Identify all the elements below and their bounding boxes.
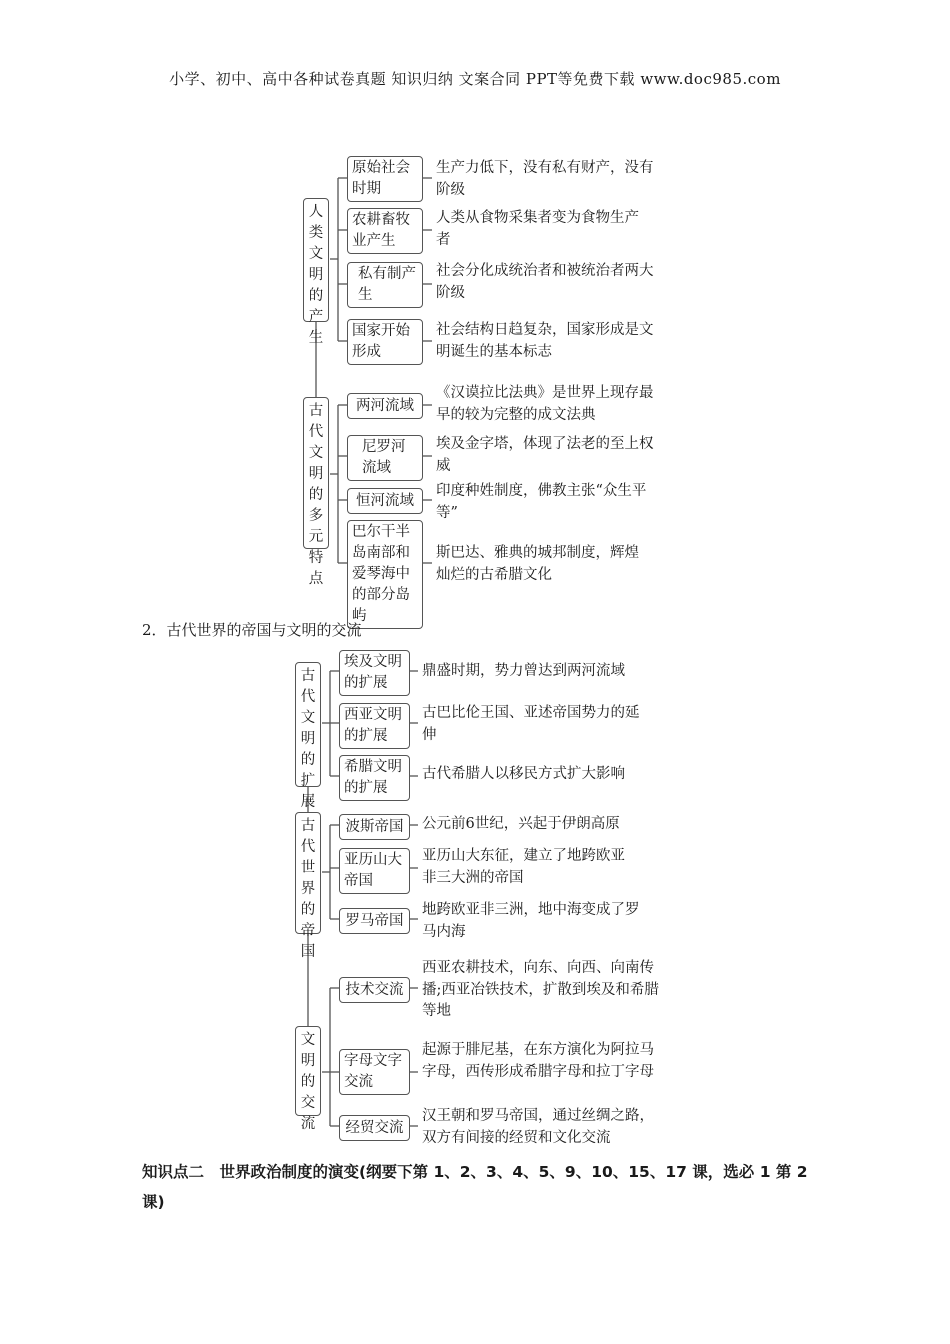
node-private-ownership: 私有制产生 (347, 262, 423, 308)
node-primitive-society: 原始社会时期 (347, 156, 423, 202)
desc-alphabet-exchange: 起源于腓尼基，在东方演化为阿拉马字母，西传形成希腊字母和拉丁字母 (422, 1042, 654, 1080)
node-persian-empire: 波斯帝国 (339, 814, 410, 840)
desc-alexander-empire: 亚历山大东征，建立了地跨欧亚非三大洲的帝国 (422, 848, 625, 886)
group-label-exchange: 文明的交流 (295, 1026, 321, 1116)
page-header: 小学、初中、高中各种试卷真题 知识归纳 文案合同 PPT等免费下载 www.doc985.com (169, 70, 781, 88)
section-2-title: 2．古代世界的帝国与文明的交流 (142, 621, 362, 639)
desc-agriculture: 人类从食物采集者变为食物生产者 (436, 210, 639, 248)
node-greek-expansion: 希腊文明的扩展 (339, 755, 410, 801)
node-alphabet-exchange: 字母文字交流 (339, 1049, 410, 1095)
desc-persian-empire: 公元前6世纪，兴起于伊朗高原 (422, 816, 620, 832)
desc-roman-empire: 地跨欧亚非三洲，地中海变成了罗马内海 (422, 902, 640, 940)
node-trade-exchange: 经贸交流 (339, 1115, 410, 1141)
node-agriculture: 农耕畜牧业产生 (347, 208, 423, 254)
group-label-ancient-diversity: 古代文明的多元特点 (303, 397, 329, 549)
desc-trade-exchange: 汉王朝和罗马帝国，通过丝绸之路，双方有间接的经贸和文化交流 (422, 1108, 654, 1146)
desc-egypt-expansion: 鼎盛时期，势力曾达到两河流域 (422, 663, 625, 679)
node-egypt-expansion: 埃及文明的扩展 (339, 650, 410, 696)
node-west-asia-expansion: 西亚文明的扩展 (339, 703, 410, 749)
desc-nile: 埃及金字塔，体现了法老的至上权威 (436, 436, 654, 474)
node-technology-exchange: 技术交流 (339, 977, 410, 1003)
node-roman-empire-box: 罗马帝国 (339, 908, 410, 934)
node-balkan: 巴尔干半岛南部和爱琴海中的部分岛屿 (347, 520, 423, 629)
desc-greek-expansion: 古代希腊人以移民方式扩大影响 (422, 766, 625, 782)
desc-ganges: 印度种姓制度，佛教主张“众生平等” (436, 483, 647, 521)
group-label-human-civilization: 人类文明的产生 (303, 198, 329, 322)
desc-state-formation: 社会结构日趋复杂，国家形成是文明诞生的基本标志 (436, 322, 654, 360)
node-ganges: 恒河流域 (347, 488, 423, 514)
desc-private-ownership: 社会分化成统治者和被统治者两大阶级 (436, 263, 654, 301)
desc-mesopotamia: 《汉谟拉比法典》是世界上现存最早的较为完整的成文法典 (436, 385, 654, 423)
knowledge-point-heading: 知识点二 世界政治制度的演变(纲要下第 1、2、3、4、5、9、10、15、17 课，选必 1 第 2 课) (142, 1163, 808, 1211)
node-nile: 尼罗河流域 (347, 435, 423, 481)
node-state-formation: 国家开始形成 (347, 319, 423, 365)
node-mesopotamia: 两河流域 (347, 393, 423, 419)
desc-primitive-society: 生产力低下，没有私有财产，没有阶级 (436, 160, 654, 198)
desc-west-asia-expansion: 古巴比伦王国、亚述帝国势力的延伸 (422, 705, 640, 743)
desc-technology-exchange: 西亚农耕技术，向东、向西、向南传播;西亚冶铁技术，扩散到埃及和希腊等地 (422, 960, 659, 1019)
group-label-expansion: 古代文明的扩展 (295, 662, 321, 787)
desc-balkan: 斯巴达、雅典的城邦制度，辉煌灿烂的古希腊文化 (436, 545, 639, 583)
group-label-empires: 古代世界的帝国 (295, 812, 321, 934)
node-alexander-empire: 亚历山大帝国 (339, 848, 410, 894)
